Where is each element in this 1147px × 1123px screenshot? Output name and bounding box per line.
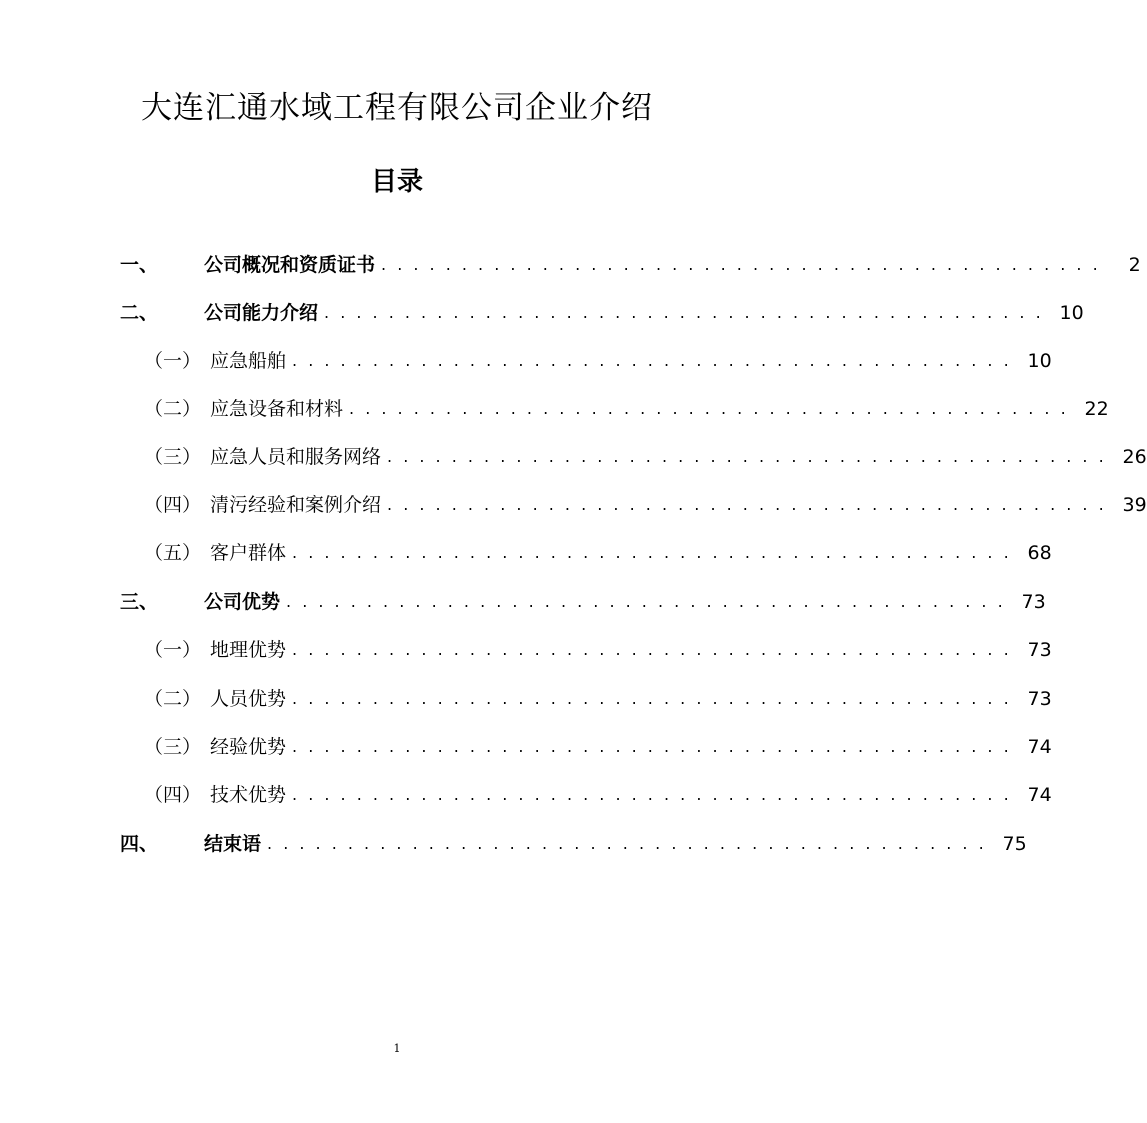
toc-entry-page: 74 (1027, 736, 1052, 758)
toc-entry[interactable] (144, 780, 1052, 810)
toc-entry-label: 公司能力介绍 (204, 302, 319, 324)
toc-entry[interactable] (144, 442, 1147, 472)
toc-entry-label: 应急船舶 (210, 350, 287, 372)
toc-leader-dots: . . . . . . . . . . . . . . . . . . . . . . . . . . . . . . . . . . . . . . . . . . . . . (267, 834, 987, 853)
toc-entry-label: 人员优势 (210, 688, 287, 710)
toc-entry-number: （四） (144, 784, 202, 806)
toc-leader-dots: . . . . . . . . . . . . . . . . . . . . . . . . . . . . . . . . . . . . . . . . . . . . . (292, 543, 1012, 562)
toc-entry-number: （三） (144, 736, 202, 758)
toc-entry-number: （四） (144, 494, 202, 516)
toc-entry-number: （一） (144, 350, 202, 372)
toc-entry-page: 26 (1122, 446, 1147, 468)
toc-leader-dots: . . . . . . . . . . . . . . . . . . . . . . . . . . . . . . . . . . . . . . . . . . . . . (381, 255, 1101, 274)
toc-entry-label: 应急设备和材料 (210, 398, 344, 420)
toc-entry-label: 客户群体 (210, 542, 287, 564)
toc-entry-number: 二、 (120, 302, 159, 324)
toc-entry-label: 经验优势 (210, 736, 287, 758)
toc-entry-page: 73 (1021, 591, 1046, 613)
toc-entry-page: 74 (1027, 784, 1052, 806)
toc-entry-number: 四、 (120, 833, 159, 855)
toc-entry[interactable] (120, 587, 1046, 617)
toc-entry-page: 39 (1122, 494, 1147, 516)
toc-entry-number: （二） (144, 398, 202, 420)
toc-entry[interactable] (120, 250, 1141, 280)
toc-entry-label: 应急人员和服务网络 (210, 446, 382, 468)
toc-entry-number: （二） (144, 688, 202, 710)
toc-leader-dots: . . . . . . . . . . . . . . . . . . . . . . . . . . . . . . . . . . . . . . . . . . . . . (286, 592, 1006, 611)
toc-entry-page: 73 (1027, 639, 1052, 661)
toc-leader-dots: . . . . . . . . . . . . . . . . . . . . . . . . . . . . . . . . . . . . . . . . . . . . . (387, 447, 1107, 466)
document-title: 大连汇通水域工程有限公司企业介绍 (141, 90, 653, 126)
toc-leader-dots: . . . . . . . . . . . . . . . . . . . . . . . . . . . . . . . . . . . . . . . . . . . . . (292, 351, 1012, 370)
toc-entry-number: （三） (144, 446, 202, 468)
toc-entry-label: 公司优势 (204, 591, 281, 613)
toc-entry[interactable] (120, 298, 1084, 328)
toc-entry-page: 2 (1128, 254, 1141, 276)
toc-entry-page: 10 (1059, 302, 1084, 324)
toc-entry[interactable] (144, 394, 1109, 424)
toc-entry-label: 公司概况和资质证书 (204, 254, 376, 276)
toc-entry-label: 技术优势 (210, 784, 287, 806)
toc-heading: 目录 (370, 167, 423, 197)
toc-entry-page: 73 (1027, 688, 1052, 710)
toc-entry-label: 清污经验和案例介绍 (210, 494, 382, 516)
toc-leader-dots: . . . . . . . . . . . . . . . . . . . . . . . . . . . . . . . . . . . . . . . . . . . . . (292, 785, 1012, 804)
toc-entry[interactable] (144, 732, 1052, 762)
toc-entry[interactable] (144, 490, 1147, 520)
toc-entry-page: 22 (1084, 398, 1109, 420)
toc-leader-dots: . . . . . . . . . . . . . . . . . . . . . . . . . . . . . . . . . . . . . . . . . . . . . (324, 303, 1044, 322)
toc-leader-dots: . . . . . . . . . . . . . . . . . . . . . . . . . . . . . . . . . . . . . . . . . . . . . (292, 737, 1012, 756)
toc-leader-dots: . . . . . . . . . . . . . . . . . . . . . . . . . . . . . . . . . . . . . . . . . . . . . (292, 689, 1012, 708)
toc-entry-number: 一、 (120, 254, 159, 276)
toc-entry[interactable] (144, 346, 1052, 376)
toc-entry[interactable] (120, 829, 1027, 859)
toc-entry[interactable] (144, 635, 1052, 665)
toc-entry[interactable] (144, 684, 1052, 714)
toc-entry-page: 75 (1002, 833, 1027, 855)
toc-entry-number: （一） (144, 639, 202, 661)
toc-entry-number: （五） (144, 542, 202, 564)
toc-entry-page: 68 (1027, 542, 1052, 564)
toc-leader-dots: . . . . . . . . . . . . . . . . . . . . . . . . . . . . . . . . . . . . . . . . . . . . . (349, 399, 1069, 418)
toc-entry-page: 10 (1027, 350, 1052, 372)
toc-entry[interactable] (144, 538, 1052, 568)
toc-leader-dots: . . . . . . . . . . . . . . . . . . . . . . . . . . . . . . . . . . . . . . . . . . . . . (387, 495, 1107, 514)
toc-entry-number: 三、 (120, 591, 159, 613)
toc-leader-dots: . . . . . . . . . . . . . . . . . . . . . . . . . . . . . . . . . . . . . . . . . . . . . (292, 640, 1012, 659)
toc-entry-label: 结束语 (204, 833, 262, 855)
page-number: 1 (393, 1042, 401, 1055)
toc-entry-label: 地理优势 (210, 639, 287, 661)
